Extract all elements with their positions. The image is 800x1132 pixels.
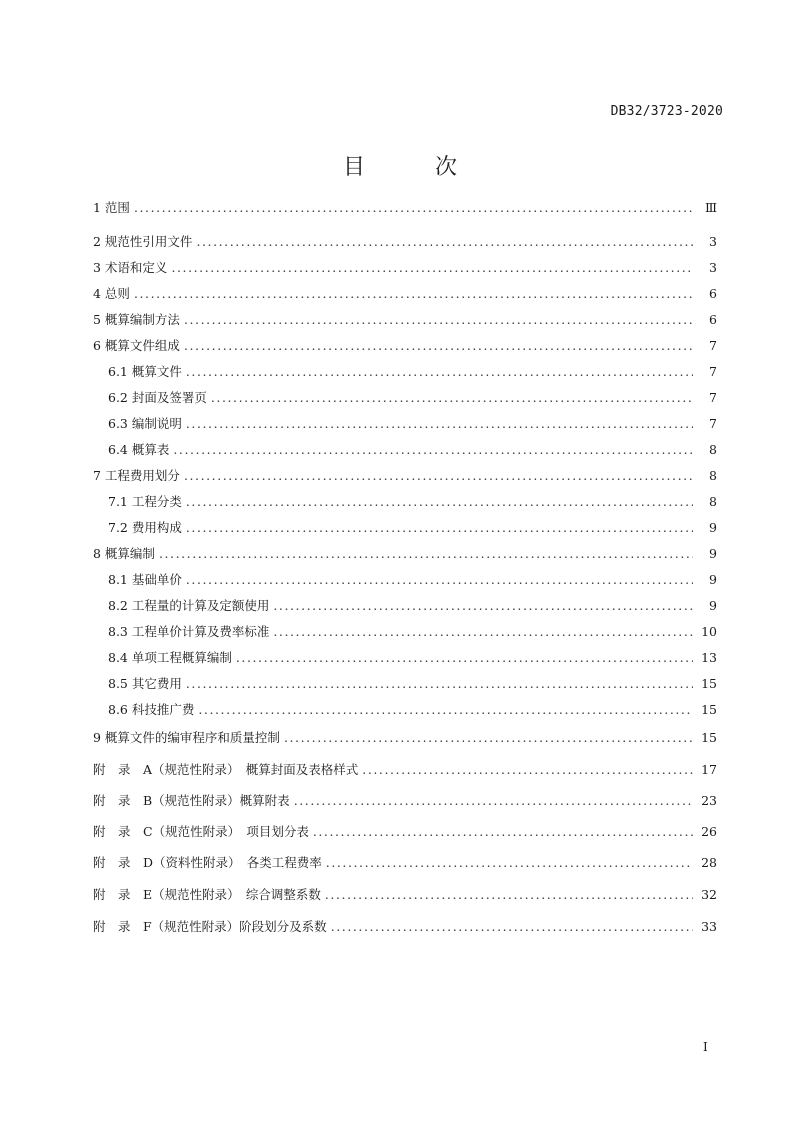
toc-entry-label: 5 概算编制方法	[93, 312, 180, 327]
toc-entry[interactable]	[93, 284, 717, 304]
toc-title: 目 次	[342, 155, 481, 180]
toc-entry[interactable]	[108, 622, 717, 642]
toc-leader-dots	[186, 518, 693, 538]
toc-entry-page: 15	[701, 730, 717, 745]
toc-entry-label: 8.4 单项工程概算编制	[108, 650, 232, 665]
toc-entry-page: 7	[709, 390, 717, 405]
toc-leader-dots	[159, 544, 693, 564]
toc-appendix-label: 附 录 C（规范性附录） 项目划分表	[93, 824, 309, 839]
toc-appendix-label: 附 录 A（规范性附录） 概算封面及表格样式	[93, 762, 359, 777]
toc-entry[interactable]	[108, 648, 717, 668]
toc-entry-label: 6.1 概算文件	[108, 364, 182, 379]
toc-leader-dots	[173, 440, 693, 460]
toc-entry-label: 8.1 基础单价	[108, 572, 182, 587]
toc-appendix-page: 23	[701, 793, 717, 808]
table-of-contents	[93, 0, 717, 1000]
toc-entry-page: 7	[709, 416, 717, 431]
toc-leader-dots	[134, 284, 693, 304]
toc-appendix-page: 33	[701, 919, 717, 934]
toc-appendix-entry[interactable]	[93, 760, 717, 780]
toc-leader-dots	[294, 791, 693, 811]
toc-appendix-label: 附 录 D（资料性附录） 各类工程费率	[93, 855, 322, 870]
toc-entry-label: 7 工程费用划分	[93, 468, 180, 483]
toc-entry-label: 4 总则	[93, 286, 130, 301]
toc-entry-page: 9	[709, 520, 717, 535]
toc-entry[interactable]	[108, 570, 717, 590]
toc-entry-label: 8.6 科技推广费	[108, 702, 195, 717]
toc-entry-page: 3	[709, 234, 717, 249]
toc-leader-dots	[284, 728, 693, 748]
toc-appendix-entry[interactable]	[93, 822, 717, 842]
toc-leader-dots	[184, 466, 693, 486]
toc-entry-page: 10	[701, 624, 717, 639]
toc-entry[interactable]	[93, 728, 717, 748]
toc-entry-page: 9	[709, 572, 717, 587]
toc-entry-label: 8.5 其它费用	[108, 676, 182, 691]
toc-appendix-label: 附 录 B（规范性附录）概算附表	[93, 793, 290, 808]
toc-leader-dots	[184, 310, 693, 330]
toc-entry-page: 6	[709, 312, 717, 327]
toc-entry[interactable]	[93, 198, 717, 218]
document-code: DB32/3723-2020	[610, 104, 723, 119]
toc-entry-page: Ⅲ	[704, 200, 717, 215]
page-number: I	[703, 1040, 708, 1054]
toc-entry-page: 3	[709, 260, 717, 275]
toc-appendix-page: 26	[701, 824, 717, 839]
toc-entry-page: 15	[701, 676, 717, 691]
toc-appendix-page: 32	[701, 887, 717, 902]
toc-entry-page: 13	[701, 650, 717, 665]
toc-entry-label: 6.3 编制说明	[108, 416, 182, 431]
toc-entry[interactable]	[108, 700, 717, 720]
toc-appendix-entry[interactable]	[93, 791, 717, 811]
toc-entry[interactable]	[108, 440, 717, 460]
toc-leader-dots	[331, 917, 693, 937]
toc-entry-page: 6	[709, 286, 717, 301]
toc-entry[interactable]	[108, 674, 717, 694]
toc-entry[interactable]	[108, 414, 717, 434]
toc-entry-label: 3 术语和定义	[93, 260, 168, 275]
toc-appendix-page: 17	[701, 762, 717, 777]
toc-entry[interactable]	[108, 596, 717, 616]
toc-leader-dots	[134, 198, 693, 218]
toc-appendix-entry[interactable]	[93, 917, 717, 937]
toc-appendix-label: 附 录 F（规范性附录）阶段划分及系数	[93, 919, 327, 934]
toc-entry-label: 8 概算编制	[93, 546, 155, 561]
toc-leader-dots	[313, 822, 693, 842]
toc-entry-page: 8	[709, 442, 717, 457]
toc-entry[interactable]	[93, 466, 717, 486]
toc-leader-dots	[186, 570, 693, 590]
toc-entry[interactable]	[108, 518, 717, 538]
toc-entry-label: 8.2 工程量的计算及定额使用	[108, 598, 270, 613]
toc-leader-dots	[236, 648, 693, 668]
toc-entry-label: 7.1 工程分类	[108, 494, 182, 509]
toc-leader-dots	[273, 596, 693, 616]
toc-appendix-page: 28	[701, 855, 717, 870]
toc-leader-dots	[196, 232, 693, 252]
toc-entry-label: 2 规范性引用文件	[93, 234, 193, 249]
toc-entry-label: 9 概算文件的编审程序和质量控制	[93, 730, 280, 745]
toc-entry[interactable]	[93, 258, 717, 278]
toc-entry-label: 6 概算文件组成	[93, 338, 180, 353]
toc-appendix-entry[interactable]	[93, 885, 717, 905]
toc-entry[interactable]	[93, 544, 717, 564]
toc-leader-dots	[362, 760, 693, 780]
toc-entry-label: 8.3 工程单价计算及费率标准	[108, 624, 270, 639]
toc-leader-dots	[184, 336, 693, 356]
toc-entry-page: 7	[709, 364, 717, 379]
toc-appendix-entry[interactable]	[93, 853, 717, 873]
toc-entry-page: 9	[709, 598, 717, 613]
toc-leader-dots	[273, 622, 693, 642]
toc-entry-page: 8	[709, 468, 717, 483]
toc-leader-dots	[186, 674, 693, 694]
toc-entry-label: 1 范围	[93, 200, 130, 215]
toc-entry-label: 6.2 封面及签署页	[108, 390, 207, 405]
toc-entry-page: 9	[709, 546, 717, 561]
toc-entry[interactable]	[108, 362, 717, 382]
toc-entry-page: 7	[709, 338, 717, 353]
toc-entry[interactable]	[93, 232, 717, 252]
toc-leader-dots	[186, 362, 693, 382]
toc-entry-page: 15	[701, 702, 717, 717]
toc-leader-dots	[325, 885, 693, 905]
toc-leader-dots	[186, 492, 693, 512]
toc-entry-label: 7.2 费用构成	[108, 520, 182, 535]
toc-entry-label: 6.4 概算表	[108, 442, 170, 457]
toc-leader-dots	[211, 388, 693, 408]
toc-leader-dots	[326, 853, 693, 873]
toc-appendix-label: 附 录 E（规范性附录） 综合调整系数	[93, 887, 321, 902]
toc-entry[interactable]	[93, 310, 717, 330]
toc-leader-dots	[171, 258, 693, 278]
toc-leader-dots	[198, 700, 693, 720]
toc-entry[interactable]	[93, 336, 717, 356]
toc-leader-dots	[186, 414, 693, 434]
toc-entry-page: 8	[709, 494, 717, 509]
toc-entry[interactable]	[108, 388, 717, 408]
toc-entry[interactable]	[108, 492, 717, 512]
